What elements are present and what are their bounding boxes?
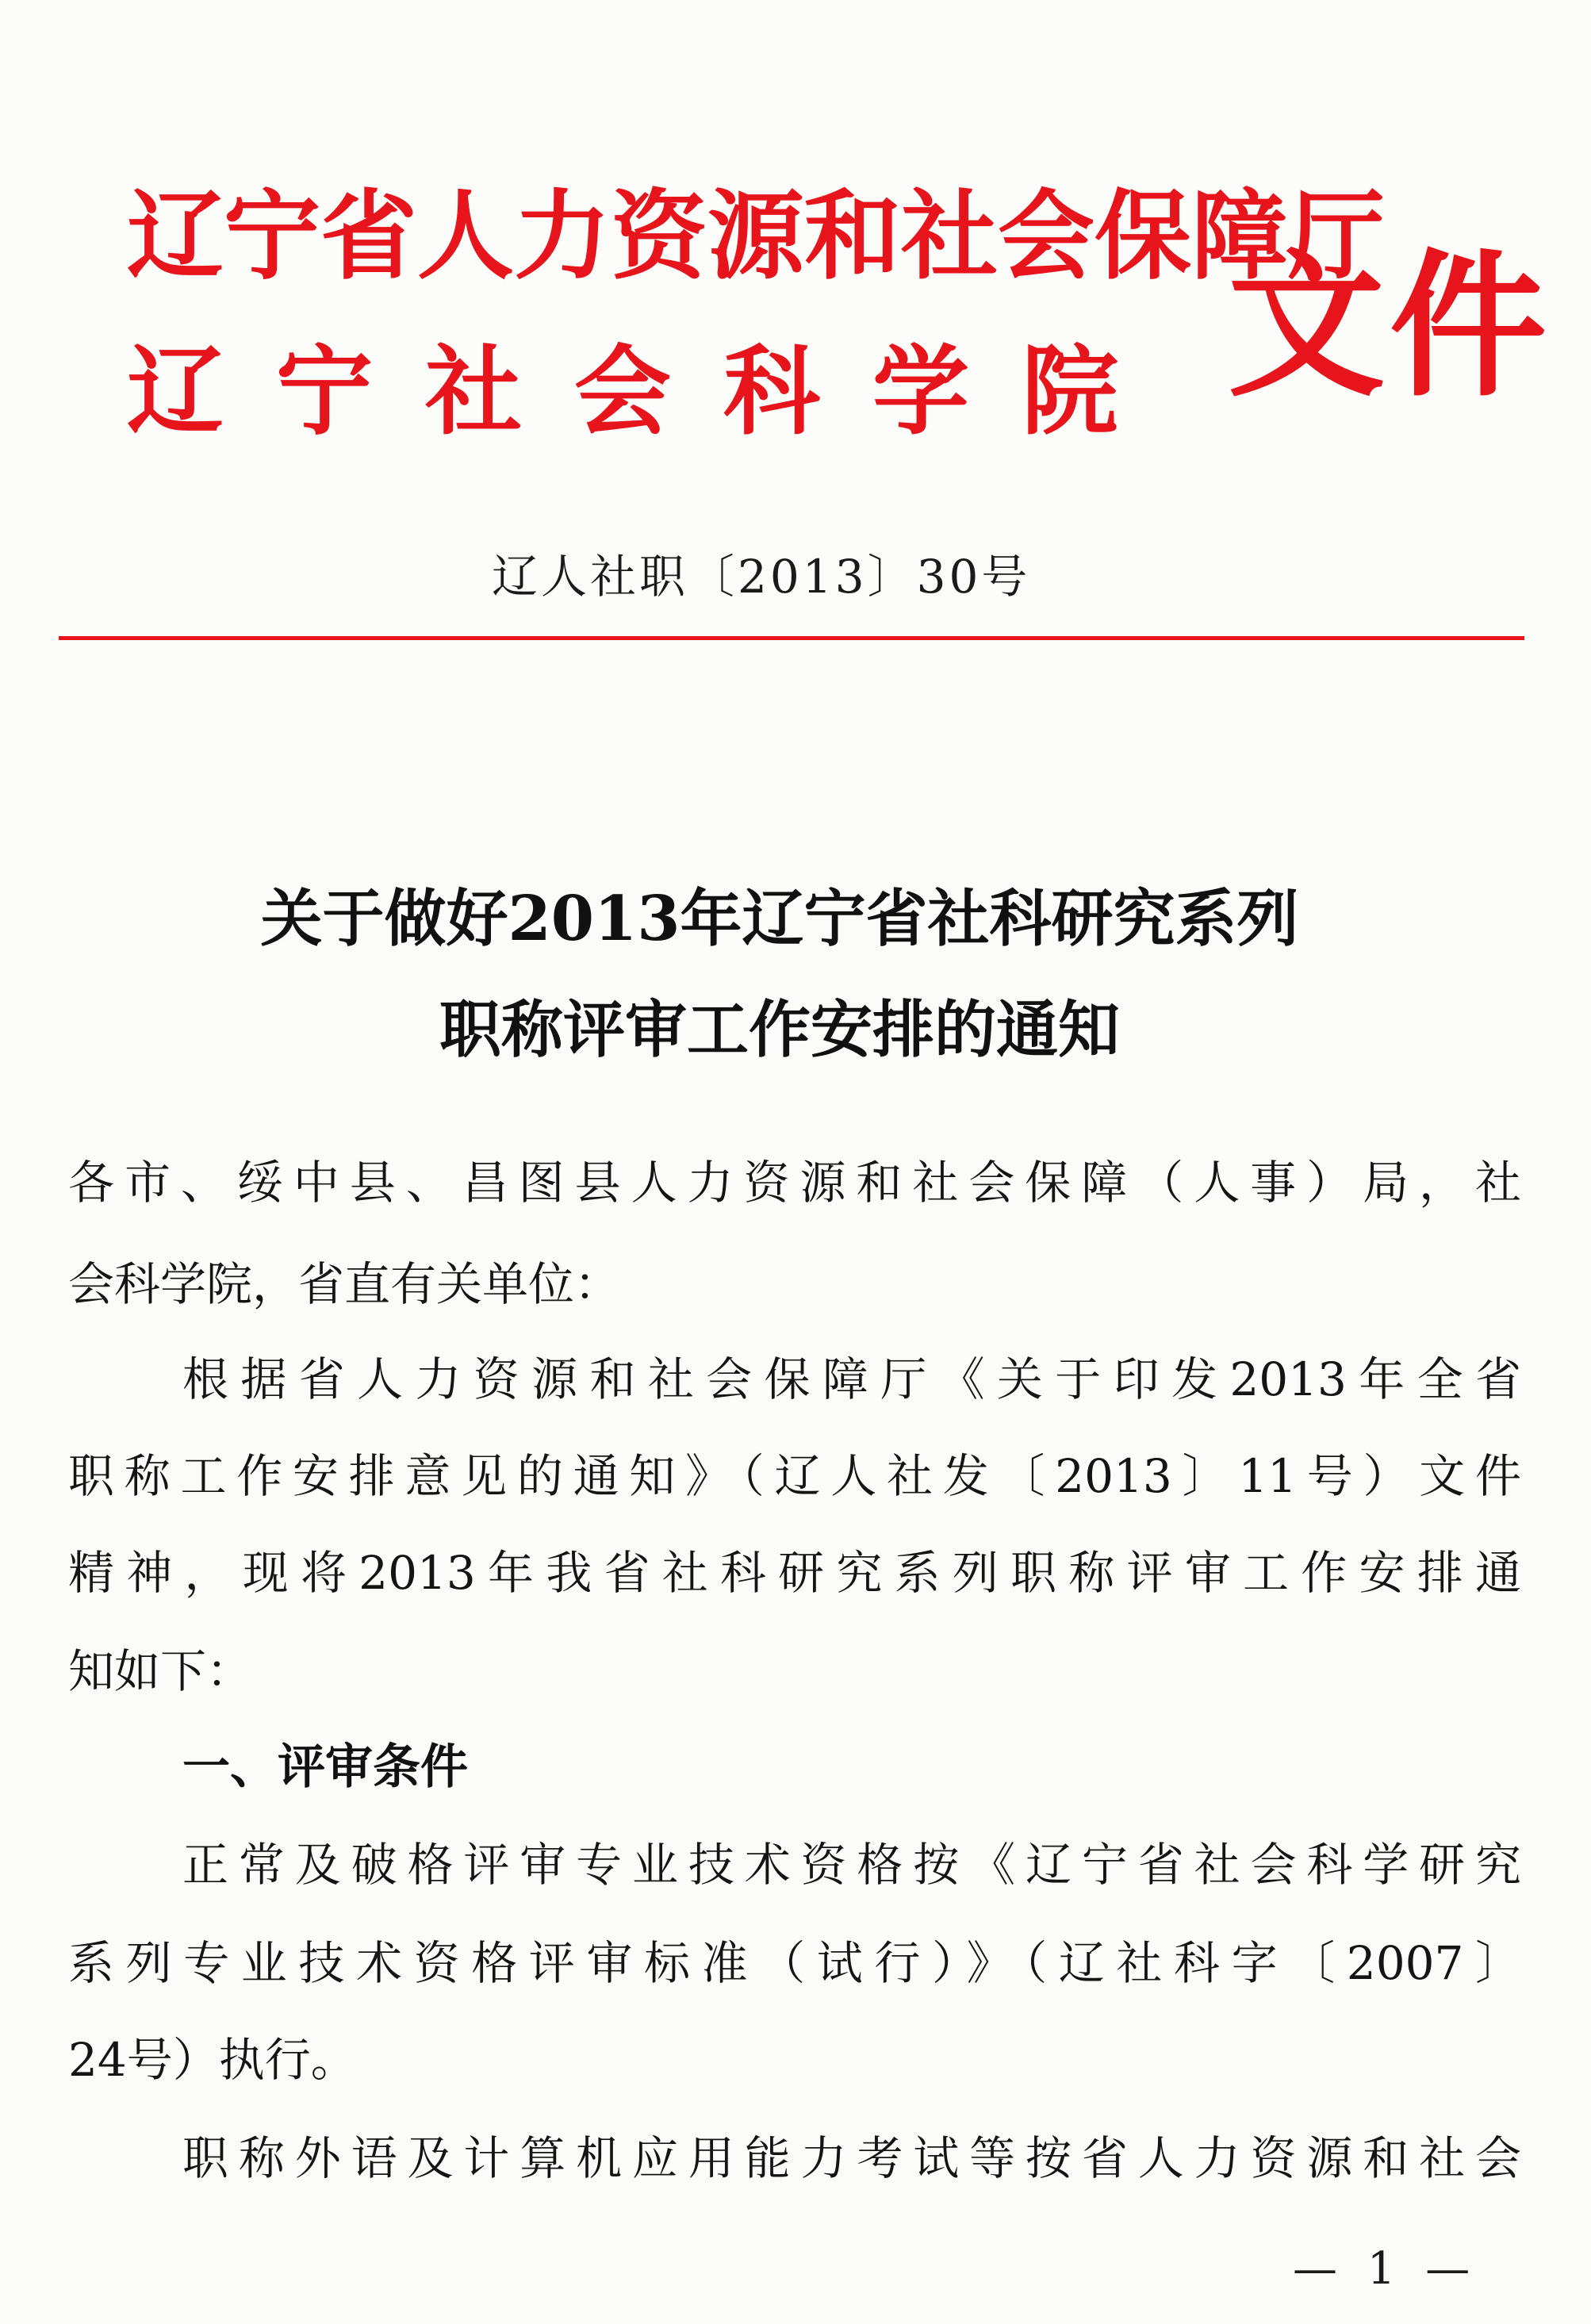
recipients-line-2: 会科学院，省直有关单位： xyxy=(68,1257,621,1311)
paragraph-2-line-2: 系列专业技术资格评审标准（试行）》（辽社科字〔2007〕 xyxy=(68,1936,1521,1990)
paragraph-3-line-1: 职称外语及计算机应用能力考试等按省人力资源和社会 xyxy=(182,2131,1521,2185)
paragraph-1-line-4: 知如下： xyxy=(68,1644,253,1698)
issuer-name-primary: 辽宁省人力资源和社会保障厅 xyxy=(127,178,1385,293)
recipients-line-1: 各市、绥中县、昌图县人力资源和社会保障（人事）局，社 xyxy=(68,1156,1521,1210)
header-divider xyxy=(59,636,1524,640)
document-title-line-2: 职称评审工作安排的通知 xyxy=(439,994,1120,1066)
document-title-line-1: 关于做好2013年辽宁省社科研究系列 xyxy=(260,883,1299,955)
issuer-name-secondary: 辽宁社会科学院 xyxy=(127,334,1171,448)
paragraph-1-line-1: 根据省人力资源和社会保障厅《关于印发2013年全省 xyxy=(182,1352,1521,1406)
page-number: — 1 — xyxy=(1293,2243,1478,2295)
paragraph-1-line-2: 职称工作安排意见的通知》（辽人社发〔2013〕11号）文件 xyxy=(68,1449,1521,1503)
paragraph-2-line-1: 正常及破格评审专业技术资格按《辽宁省社会科学研究 xyxy=(182,1838,1521,1892)
section-heading-review-conditions: 一、评审条件 xyxy=(182,1739,468,1795)
document-type-label: 文件 xyxy=(1228,233,1551,418)
paragraph-2-line-3: 24号）执行。 xyxy=(68,2033,357,2087)
paragraph-1-line-3: 精神，现将2013年我省社科研究系列职称评审工作安排通 xyxy=(68,1546,1521,1600)
document-number: 辽人社职〔2013〕30号 xyxy=(492,550,1031,604)
